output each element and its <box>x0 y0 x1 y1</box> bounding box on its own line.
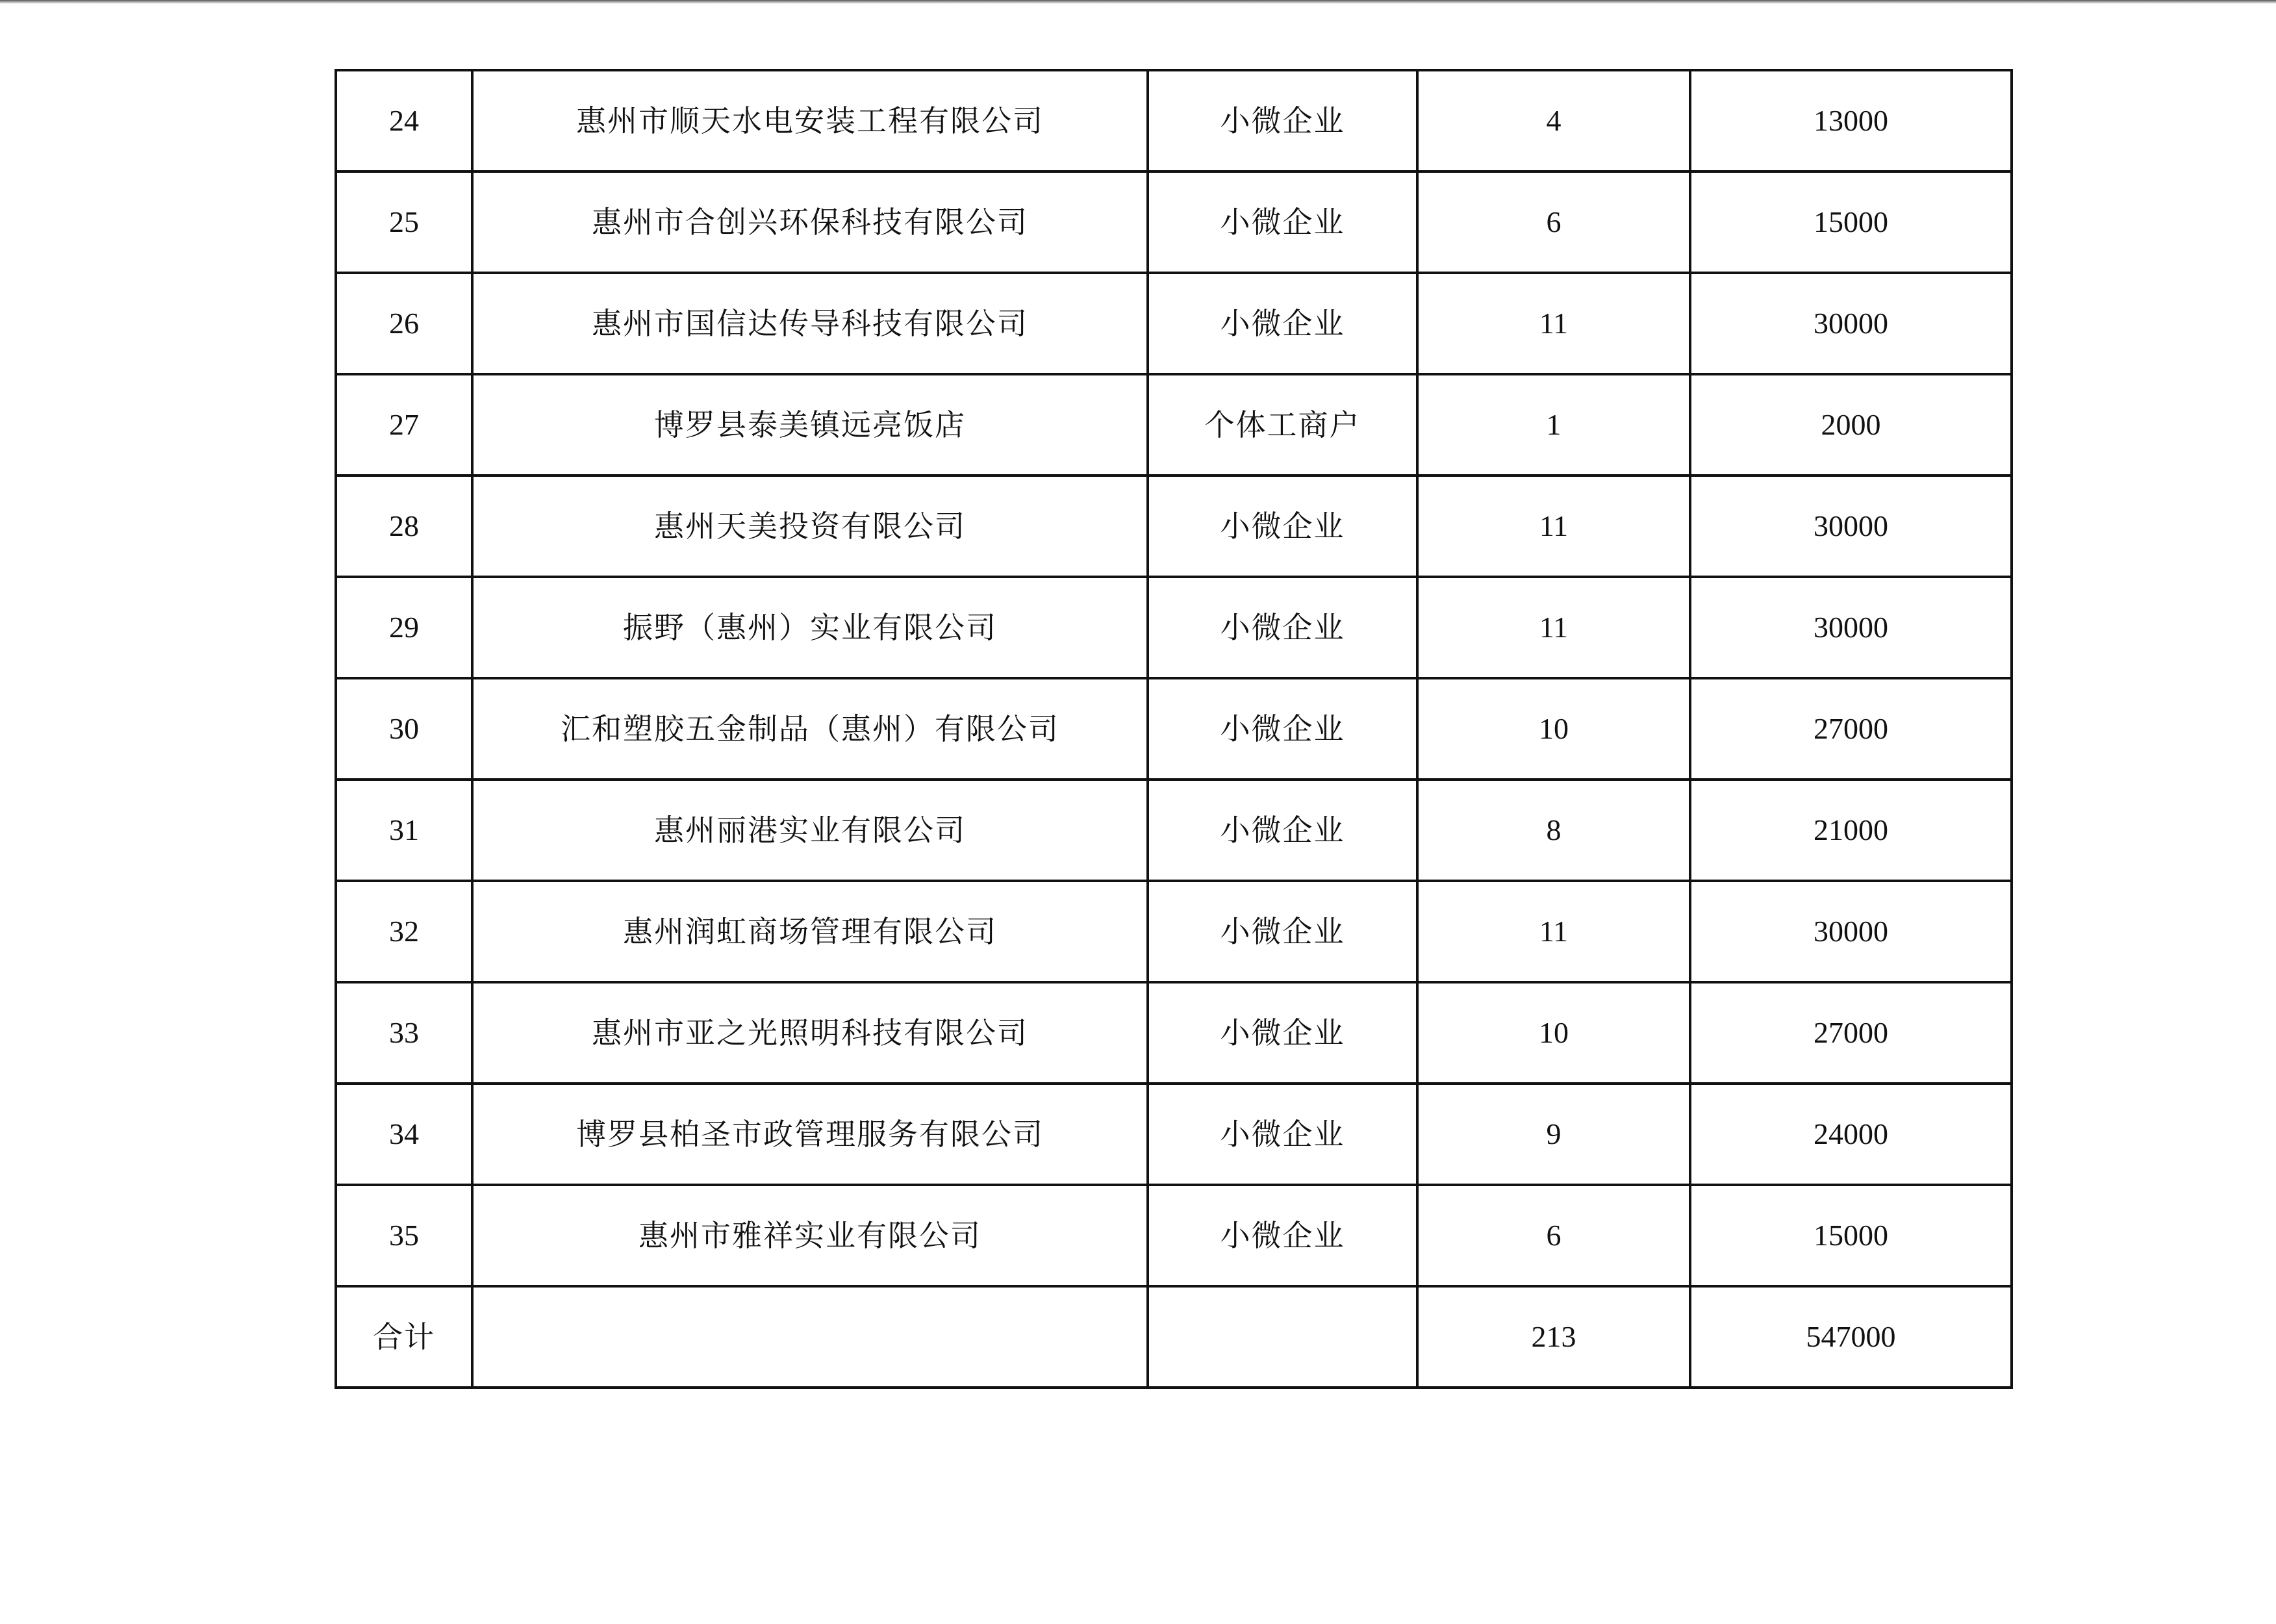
subsidy-amount: 2000 <box>1690 374 2012 476</box>
total-type-cell <box>1148 1286 1417 1388</box>
company-type: 小微企业 <box>1148 70 1417 171</box>
table-row <box>336 780 2012 881</box>
total-employee-count: 213 <box>1417 1286 1690 1388</box>
subsidy-amount: 30000 <box>1690 273 2012 374</box>
employee-count: 8 <box>1417 780 1690 881</box>
subsidy-amount: 30000 <box>1690 881 2012 982</box>
table-row <box>336 577 2012 678</box>
company-type: 小微企业 <box>1148 982 1417 1084</box>
table-row <box>336 982 2012 1084</box>
employee-count: 10 <box>1417 982 1690 1084</box>
subsidy-table <box>335 69 2013 1389</box>
subsidy-amount: 15000 <box>1690 1185 2012 1286</box>
row-number: 29 <box>336 577 472 678</box>
employee-count: 6 <box>1417 171 1690 273</box>
employee-count: 1 <box>1417 374 1690 476</box>
subsidy-amount: 24000 <box>1690 1084 2012 1185</box>
company-name: 惠州天美投资有限公司 <box>472 476 1148 577</box>
scan-top-edge <box>0 0 2276 4</box>
company-type: 小微企业 <box>1148 476 1417 577</box>
row-number: 34 <box>336 1084 472 1185</box>
row-number: 33 <box>336 982 472 1084</box>
company-name: 汇和塑胶五金制品（惠州）有限公司 <box>472 678 1148 780</box>
row-number: 27 <box>336 374 472 476</box>
company-type: 小微企业 <box>1148 1084 1417 1185</box>
total-name-cell <box>472 1286 1148 1388</box>
company-type: 小微企业 <box>1148 678 1417 780</box>
row-number: 24 <box>336 70 472 171</box>
company-type: 小微企业 <box>1148 273 1417 374</box>
company-name: 博罗县泰美镇远亮饭店 <box>472 374 1148 476</box>
subsidy-amount: 30000 <box>1690 577 2012 678</box>
row-number: 28 <box>336 476 472 577</box>
table-row <box>336 273 2012 374</box>
subsidy-amount: 15000 <box>1690 171 2012 273</box>
row-number: 31 <box>336 780 472 881</box>
employee-count: 4 <box>1417 70 1690 171</box>
company-type: 小微企业 <box>1148 780 1417 881</box>
subsidy-amount: 13000 <box>1690 70 2012 171</box>
table-row <box>336 678 2012 780</box>
employee-count: 11 <box>1417 273 1690 374</box>
total-label: 合计 <box>336 1286 472 1388</box>
company-type: 小微企业 <box>1148 1185 1417 1286</box>
company-name: 惠州市合创兴环保科技有限公司 <box>472 171 1148 273</box>
employee-count: 9 <box>1417 1084 1690 1185</box>
row-number: 32 <box>336 881 472 982</box>
subsidy-amount: 27000 <box>1690 982 2012 1084</box>
company-type: 小微企业 <box>1148 881 1417 982</box>
company-type: 个体工商户 <box>1148 374 1417 476</box>
table-row <box>336 1084 2012 1185</box>
row-number: 35 <box>336 1185 472 1286</box>
employee-count: 11 <box>1417 881 1690 982</box>
table-row <box>336 881 2012 982</box>
company-name: 振野（惠州）实业有限公司 <box>472 577 1148 678</box>
table-row <box>336 1185 2012 1286</box>
subsidy-amount: 30000 <box>1690 476 2012 577</box>
row-number: 25 <box>336 171 472 273</box>
company-name: 惠州润虹商场管理有限公司 <box>472 881 1148 982</box>
employee-count: 10 <box>1417 678 1690 780</box>
total-subsidy-amount: 547000 <box>1690 1286 2012 1388</box>
subsidy-amount: 21000 <box>1690 780 2012 881</box>
company-name: 惠州丽港实业有限公司 <box>472 780 1148 881</box>
company-type: 小微企业 <box>1148 171 1417 273</box>
total-row <box>336 1286 2012 1388</box>
company-name: 惠州市雅祥实业有限公司 <box>472 1185 1148 1286</box>
row-number: 26 <box>336 273 472 374</box>
company-name: 惠州市亚之光照明科技有限公司 <box>472 982 1148 1084</box>
table-row <box>336 374 2012 476</box>
table-row <box>336 171 2012 273</box>
employee-count: 11 <box>1417 476 1690 577</box>
employee-count: 11 <box>1417 577 1690 678</box>
company-name: 博罗县柏圣市政管理服务有限公司 <box>472 1084 1148 1185</box>
row-number: 30 <box>336 678 472 780</box>
company-name: 惠州市顺天水电安装工程有限公司 <box>472 70 1148 171</box>
table-row <box>336 476 2012 577</box>
company-name: 惠州市国信达传导科技有限公司 <box>472 273 1148 374</box>
table-row <box>336 70 2012 171</box>
subsidy-amount: 27000 <box>1690 678 2012 780</box>
company-type: 小微企业 <box>1148 577 1417 678</box>
employee-count: 6 <box>1417 1185 1690 1286</box>
